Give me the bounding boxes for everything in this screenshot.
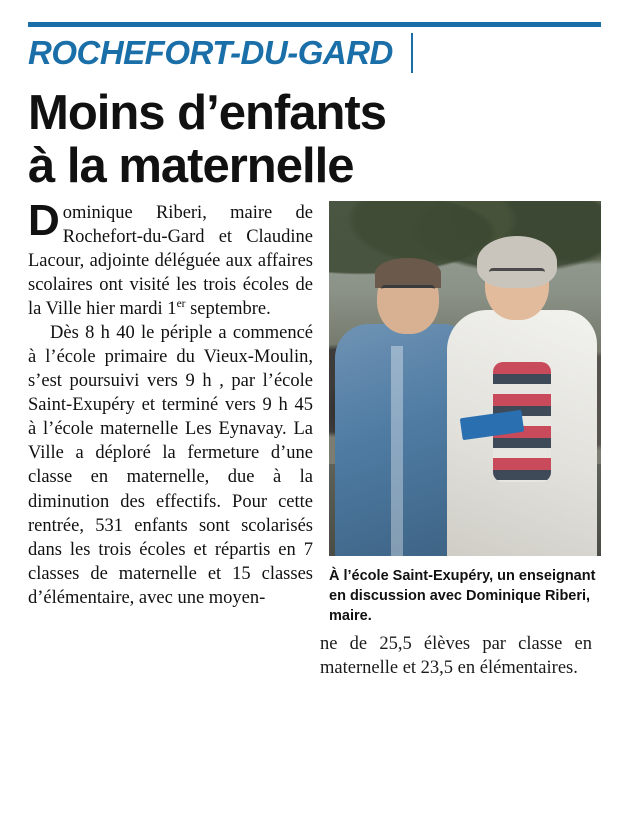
paragraph-1-ordinal: er [176, 298, 186, 310]
photo-man-glasses [381, 285, 435, 298]
photo-man-shirt-placket [391, 346, 403, 556]
photo-caption: À l’école Saint-Exupéry, un enseignant en discussion avec Dominique Riberi, maire. [329, 567, 596, 624]
photo-trees [329, 201, 601, 308]
section-kicker: ROCHEFORT-DU-GARD [28, 33, 393, 71]
photo-block [329, 201, 601, 626]
bottom-left-spacer [28, 632, 300, 680]
photo-woman-glasses [489, 268, 545, 280]
article-photo [329, 201, 601, 556]
paragraph-1-text: ominique Riberi, maire de Rochefort-du-Gard et Claudine Lacour, adjointe déléguée aux affaires scolaires ont visité les trois écoles de la Ville hier mardi 1 [28, 202, 313, 320]
article-paragraph-2: Dès 8 h 40 le périple a commencé à l’école primaire du Vieux-Moulin, s’est poursuivi vers 9 h , par l’école Saint-Exupéry et terminé vers 9 h 45 à l’école maternelle Les Eynavay. La Ville a déploré la fermeture d’une classe en maternelle, due à la diminution des effectifs. Pour cette rentrée, 531 enfants sont scolarisés dans les trois écoles et répartis en 7 classes de maternelle et 15 classes d’élémentaire, avec une moyen- [28, 323, 313, 608]
article-body-area [28, 195, 601, 680]
headline-line-2: à la maternelle [28, 138, 354, 193]
paragraph-1-tail: septembre. [185, 299, 271, 320]
newspaper-page [0, 22, 629, 833]
page-title [28, 87, 601, 193]
kicker-row [28, 33, 601, 77]
kicker-divider [411, 33, 413, 73]
photo-man-hair [375, 258, 441, 288]
bottom-columns [28, 632, 601, 680]
top-rule-divider [28, 22, 601, 27]
article-paragraph-2-continued: ne de 25,5 élèves par classe en maternelle et 23,5 en élémentaires. [320, 633, 592, 678]
bottom-right-column [320, 632, 592, 680]
headline-line-1: Moins d’enfants [28, 86, 386, 140]
drop-cap: D [28, 195, 60, 245]
photo-woman-hair [477, 236, 557, 288]
